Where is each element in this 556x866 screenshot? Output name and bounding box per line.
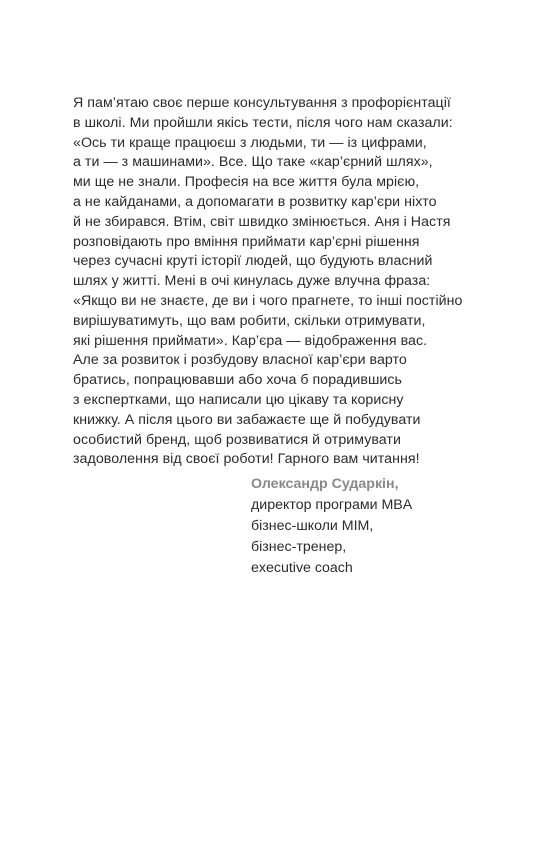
paragraph-line: розповідають про вміння приймати кар’єрні рішення [73, 233, 420, 250]
paragraph-line: задоволення від своєї роботи! Гарного вам читання! [73, 451, 420, 468]
author-role: бізнес-школи МІМ, [251, 518, 374, 534]
author-name: Олександр Сударкін, [251, 476, 399, 492]
paragraph-line: особистий бренд, щоб розвиватися й отримувати [73, 431, 401, 448]
paragraph-line: в школі. Ми пройшли якісь тести, після чого нам сказали: [73, 114, 453, 131]
author-role: бізнес-тренер, [251, 539, 347, 555]
paragraph-line: братись, попрацювавши або хоча б порадившись [73, 372, 402, 389]
author-signature [251, 474, 511, 579]
paragraph-line: а не кайданами, а допомагати в розвитку кар’єри ніхто [73, 193, 437, 210]
paragraph-line: «Ось ти краще працюєш з людьми, ти — із цифрами, [73, 134, 427, 151]
paragraph-line: які рішення приймати». Кар’єра — відображення вас. [73, 332, 428, 349]
author-role: директор програми MBA [251, 497, 413, 513]
author-role: executive coach [251, 560, 353, 576]
paragraph-line: шлях у житті. Мені в очі кинулась дуже влучна фраза: [73, 273, 431, 290]
paragraph-line: Але за розвиток і розбудову власної кар’єри варто [73, 352, 407, 369]
paragraph-line: ми ще не знали. Професія на все життя була мрією, [73, 174, 420, 191]
paragraph-line: з експертками, що написали цю цікаву та корисну [73, 391, 404, 408]
paragraph-line: книжку. А після цього ви забажаєте ще й побудувати [73, 411, 421, 428]
paragraph-line: вирішуватимуть, що вам робити, скільки отримувати, [73, 312, 426, 329]
paragraph-line: через сучасні круті історії людей, що будують власний [73, 253, 433, 270]
paragraph-line: «Якщо ви не знаєте, де ви і чого прагнете, то інші постійно [73, 292, 463, 309]
foreword-paragraph [73, 94, 493, 470]
paragraph-line: й не збирався. Втім, світ швидко змінюється. Аня і Настя [73, 213, 451, 230]
paragraph-line: а ти — з машинами». Все. Що таке «кар’єрний шлях», [73, 154, 433, 171]
paragraph-line: Я пам’ятаю своє перше консультування з профорієнтації [73, 95, 451, 111]
